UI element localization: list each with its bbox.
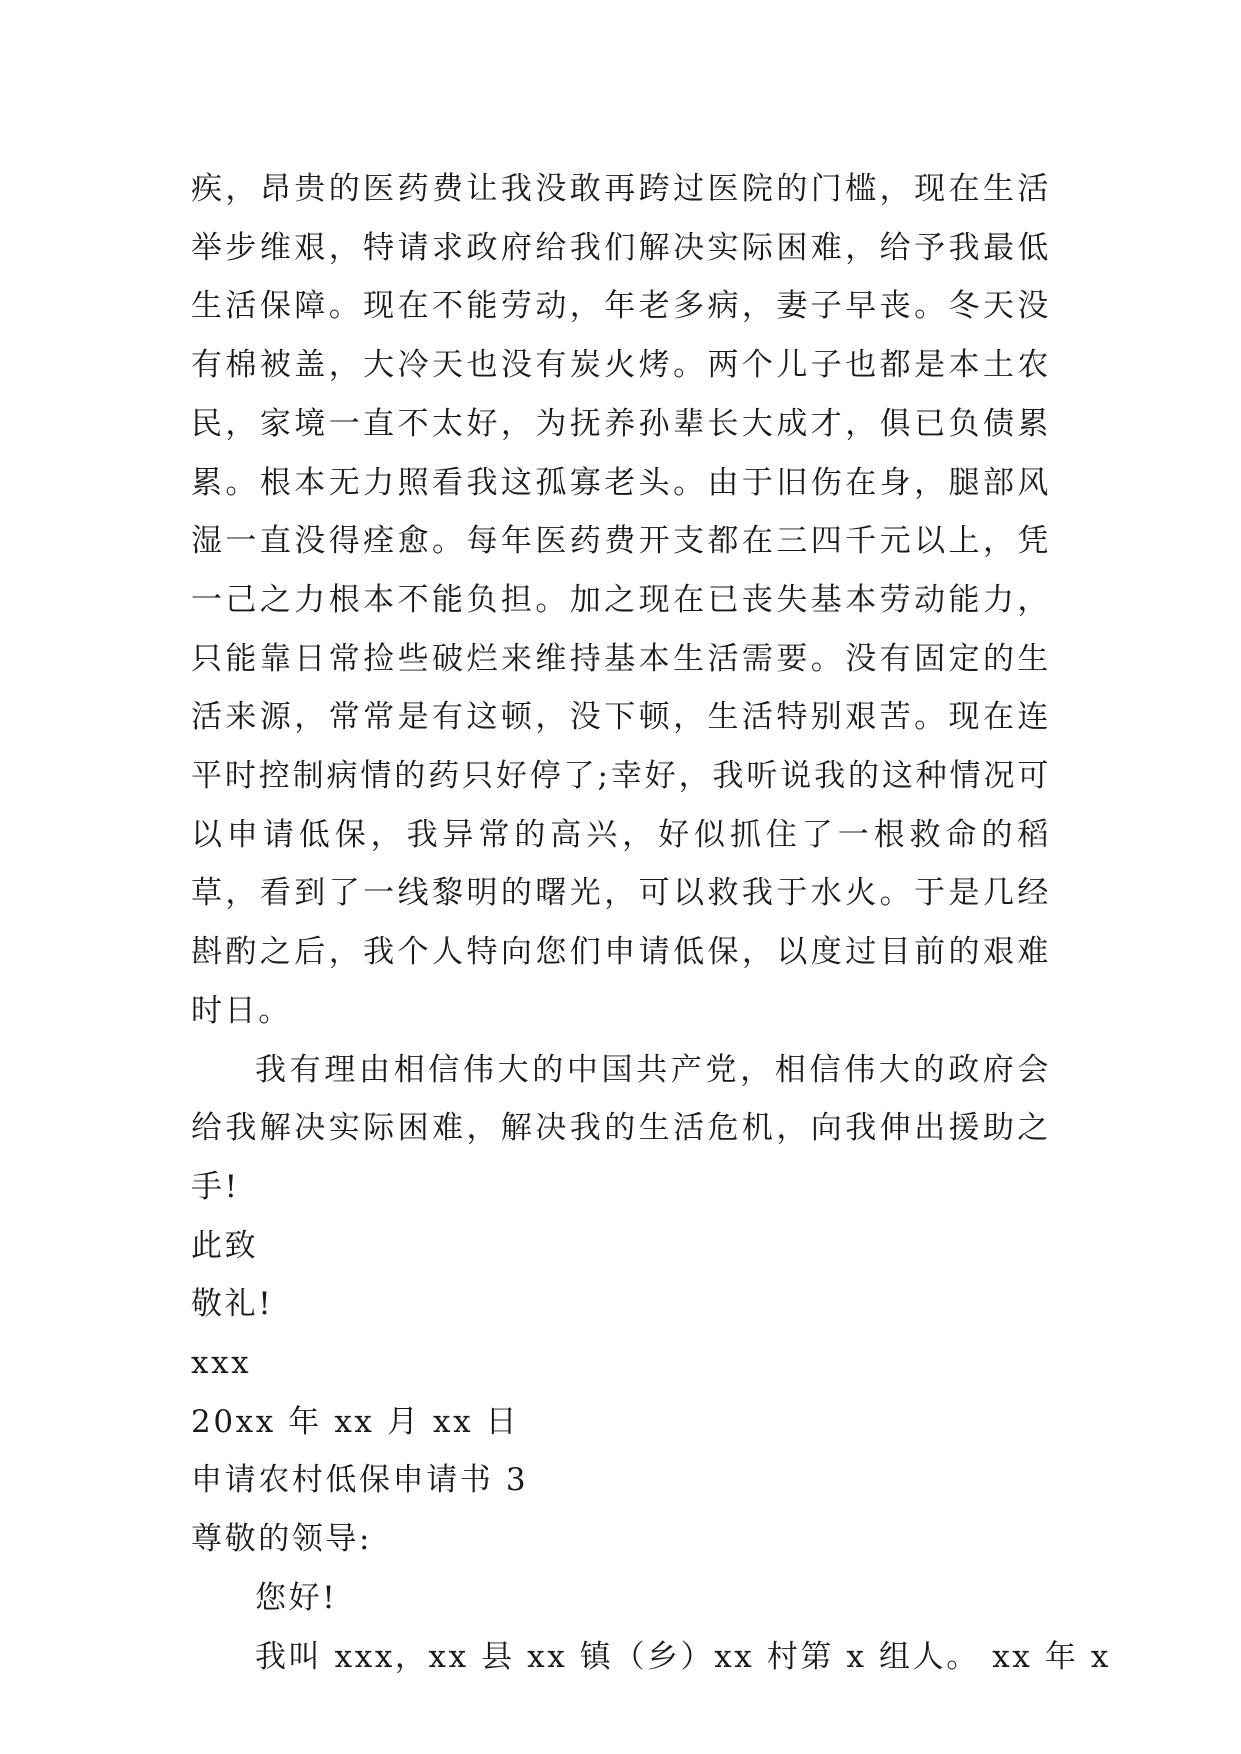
body-paragraph-1: 疾，昂贵的医药费让我没敢再跨过医院的门槛，现在生活举步维艰，特请求政府给我们解决实际困难，给予我最低生活保障。现在不能劳动，年老多病，妻子早丧。冬天没有棉被盖，大冷天也没有炭火烤。两个儿子也都是本土农民，家境一直不太好，为抚养孙辈长大成才，俱已负债累累。根本无力照看我这孤寡老头。由于旧伤在身，腿部风湿一直没得痊愈。每年医药费开支都在三四千元以上，凭一己之力根本不能负担。加之现在已丧失基本劳动能力，只能靠日常捡些破烂来维持基本生活需要。没有固定的生活来源，常常是有这顿，没下顿，生活特别艰苦。现在连平时控制病情的药只好停了;幸好，我听说我的这种情况可以申请低保，我异常的高兴，好似抓住了一根救命的稻草，看到了一线黎明的曙光，可以救我于水火。于是几经斟酌之后，我个人特向您们申请低保，以度过目前的艰难时日。 [191,171,1051,1029]
date-line: 20xx 年 xx 月 xx 日 [191,1403,520,1440]
greeting: 您好! [255,1579,338,1616]
section-title: 申请农村低保申请书 3 [191,1462,529,1499]
salutation: 尊敬的领导: [191,1521,373,1558]
body-paragraph-2: 我有理由相信伟大的中国共产党，相信伟大的政府会给我解决实际困难，解决我的生活危机，向我伸出援助之手! [191,1051,1051,1205]
document-body [191,160,1112,1686]
signature: xxx [191,1345,252,1382]
closing-line-2: 敬礼! [191,1286,274,1323]
closing-line-1: 此致 [191,1227,259,1264]
intro-line: 我叫 xxx，xx 县 xx 镇（乡）xx 村第 x 组人。 xx 年 x [255,1638,1112,1675]
